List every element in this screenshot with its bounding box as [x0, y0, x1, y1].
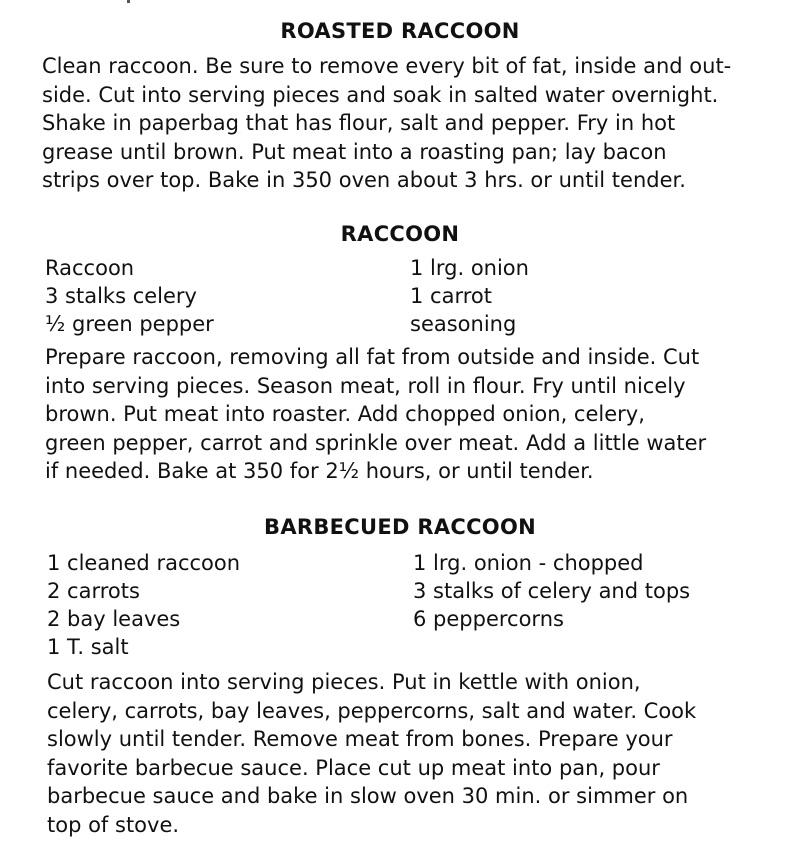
- ingredient-item: 1 carrot: [410, 284, 492, 308]
- recipe-title-barbecued-raccoon: BARBECUED RACCOON: [264, 515, 536, 539]
- ingredients-left-barbecued-raccoon: [47, 549, 240, 661]
- ingredients-right-raccoon: [410, 254, 529, 338]
- ingredient-item: 1 lrg. onion - chopped: [413, 551, 644, 575]
- direction-line: brown. Put meat into roaster. Add chopped onion, celery,: [45, 402, 645, 427]
- direction-line: green pepper, carrot and sprinkle over meat. Add a little water: [45, 430, 707, 455]
- ingredient-item: 1 lrg. onion: [410, 256, 529, 280]
- ingredients-right-barbecued-raccoon: [413, 549, 690, 633]
- direction-line: Shake in paperbag that has flour, salt and pepper. Fry in hot: [42, 111, 676, 136]
- ingredient-item: 2 bay leaves: [47, 607, 181, 631]
- recipe-title-roasted-raccoon: ROASTED RACCOON: [280, 19, 520, 43]
- direction-line: celery, carrots, bay leaves, peppercorns, salt and water. Cook: [47, 698, 697, 723]
- direction-line: side. Cut into serving pieces and soak in salted water overnight.: [42, 82, 719, 107]
- direction-line: Cut raccoon into serving pieces. Put in kettle with onion,: [47, 670, 641, 694]
- ingredient-item: 1 T. salt: [47, 635, 129, 659]
- ingredient-item: 3 stalks of celery and tops: [413, 579, 691, 603]
- recipe-directions-barbecued-raccoon: [47, 668, 696, 840]
- ingredient-item: Raccoon: [45, 256, 135, 280]
- direction-line: grease until brown. Put meat into a roasting pan; lay bacon: [42, 139, 667, 164]
- ingredient-item: ½ green pepper: [45, 312, 214, 336]
- direction-line: Clean raccoon. Be sure to remove every bit of fat, inside and out-: [42, 54, 732, 78]
- ingredient-item: seasoning: [410, 312, 517, 336]
- direction-line: if needed. Bake at 350 for 2½ hours, or until tender.: [45, 459, 594, 484]
- ingredient-item: 1 cleaned raccoon: [47, 551, 241, 575]
- direction-line: barbecue sauce and bake in slow oven 30 min. or simmer on: [47, 784, 689, 809]
- direction-line: into serving pieces. Season meat, roll in flour. Fry until nicely: [45, 373, 686, 398]
- ingredient-item: 3 stalks celery: [45, 284, 197, 308]
- direction-line: slowly until tender. Remove meat from bones. Prepare your: [47, 727, 673, 752]
- direction-line: top of stove.: [47, 812, 180, 837]
- direction-line: Prepare raccoon, removing all fat from outside and inside. Cut: [45, 345, 700, 369]
- ingredients-left-raccoon: [45, 254, 214, 338]
- print-speck: [127, 0, 130, 3]
- ingredient-item: 2 carrots: [47, 579, 140, 603]
- ingredient-item: 6 peppercorns: [413, 607, 564, 631]
- recipe-directions-roasted-raccoon: [42, 52, 731, 195]
- recipe-title-raccoon: RACCOON: [340, 222, 460, 246]
- recipe-directions-raccoon: [45, 343, 706, 486]
- direction-line: favorite barbecue sauce. Place cut up meat into pan, pour: [47, 755, 660, 780]
- direction-line: strips over top. Bake in 350 oven about 3 hrs. or until tender.: [42, 168, 686, 193]
